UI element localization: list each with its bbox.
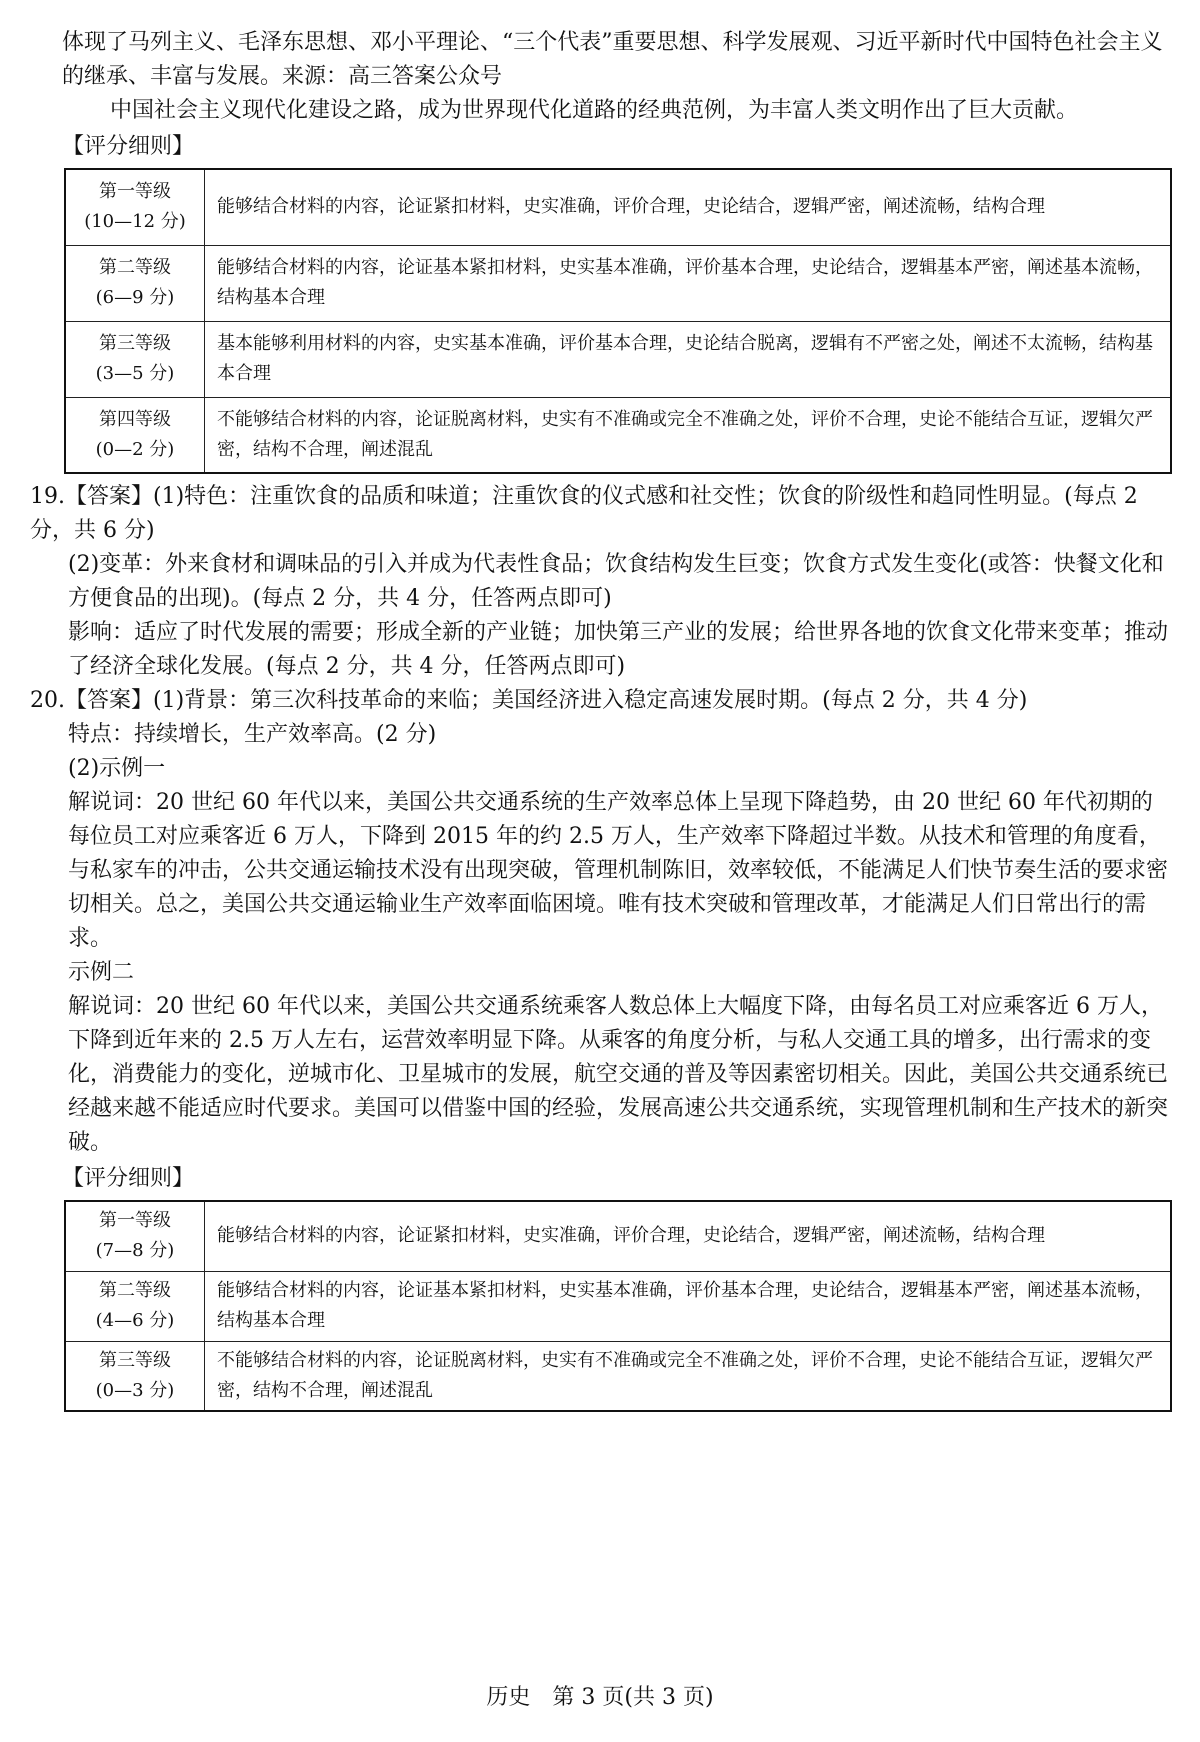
intro-paragraph-1: 体现了马列主义、毛泽东思想、邓小平理论、“三个代表”重要思想、科学发展观、习近平新时代中国特色社会主义的继承、丰富与发展。来源：高三答案公众号: [62, 30, 1163, 89]
q20-example-2-title: 示例二: [68, 960, 135, 985]
level-cell: [65, 169, 205, 245]
rubric-title-2: 【评分细则】: [62, 1166, 195, 1191]
level-description: 基本能够利用材料的内容，史实基本准确，评价基本合理，史论结合脱离，逻辑有不严密之处，阐述不太流畅，结构基本合理: [205, 321, 1172, 397]
level-name: 第一等级: [99, 1210, 171, 1232]
rubric-title-1: 【评分细则】: [62, 134, 195, 159]
q20-example-1-title: (2)示例一: [68, 756, 166, 781]
table-row: [65, 245, 1171, 321]
level-description: 不能够结合材料的内容，论证脱离材料，史实有不准确或完全不准确之处，评价不合理，史论不能结合互证，逻辑欠严密，结构不合理，阐述混乱: [205, 1341, 1172, 1411]
table-row: [65, 1271, 1171, 1341]
level-name: 第三等级: [99, 1349, 171, 1371]
level-description: 不能够结合材料的内容，论证脱离材料，史实有不准确或完全不准确之处，评价不合理，史论不能结合互证，逻辑欠严密，结构不合理，阐述混乱: [205, 397, 1172, 473]
level-range: (3—5 分): [95, 363, 175, 384]
q20-answer-2: 特点：持续增长，生产效率高。(2 分): [68, 722, 437, 747]
level-cell: [65, 397, 205, 473]
q20-example-2-text: 解说词：20 世纪 60 年代以来，美国公共交通系统乘客人数总体上大幅度下降，由每名员工对应乘客近 6 万人，下降到近年来的 2.5 万人左右，运营效率明显下降。从乘客的角度分析，与私人交通工具的增多，出行需求的变化，消费能力的变化，逆城市化、卫星城市的发展，航空交通的普及等因素密切相关。因此，美国公共交通系统已经越来越不能适应时代要求。美国可以借鉴中国的经验，发展高速公共交通系统，实现管理机制和生产技术的新突破。: [68, 994, 1169, 1155]
table-row: [65, 397, 1171, 473]
q20-example-1-text: 解说词：20 世纪 60 年代以来，美国公共交通系统的生产效率总体上呈现下降趋势，由 20 世纪 60 年代初期的每位员工对应乘客近 6 万人，下降到 2015 年的约 2.5 万人，生产效率下降超过半数。从技术和管理的角度看，与私家车的冲击，公共交通运输技术没有出现突破，管理机制陈旧，效率较低，不能满足人们快节奏生活的要求密切相关。总之，美国公共交通运输业生产效率面临困境。唯有技术突破和管理改革，才能满足人们日常出行的需求。: [68, 790, 1169, 951]
table-row: [65, 321, 1171, 397]
level-cell: [65, 1201, 205, 1271]
level-range: (10—12 分): [84, 211, 186, 233]
level-range: (7—8 分): [95, 1240, 175, 1262]
level-cell: [65, 245, 205, 321]
level-cell: [65, 321, 205, 397]
level-cell: [65, 1271, 205, 1341]
level-description: 能够结合材料的内容，论证基本紧扣材料，史实基本准确，评价基本合理，史论结合，逻辑基本严密，阐述基本流畅，结构基本合理: [205, 245, 1172, 321]
intro-paragraph-2: 中国社会主义现代化建设之路，成为世界现代化道路的经典范例，为丰富人类文明作出了巨大贡献。: [110, 98, 1079, 123]
level-name: 第二等级: [99, 257, 171, 278]
q19-answer-1: 19.【答案】(1)特色：注重饮食的品质和味道；注重饮食的仪式感和社交性；饮食的阶级性和趋同性明显。(每点 2 分，共 6 分): [30, 484, 1138, 543]
level-description: 能够结合材料的内容，论证紧扣材料，史实准确，评价合理，史论结合，逻辑严密，阐述流畅，结构合理: [205, 1201, 1172, 1271]
level-name: 第四等级: [99, 408, 171, 430]
level-range: (0—3 分): [95, 1379, 175, 1401]
table-row: [65, 169, 1171, 245]
q19-answer-2: (2)变革：外来食材和调味品的引入并成为代表性食品；饮食结构发生巨变；饮食方式发生变化(或答：快餐文化和方便食品的出现)。(每点 2 分，共 4 分，任答两点即可): [68, 552, 1164, 611]
level-range: (4—6 分): [95, 1310, 175, 1331]
q19-answer-3: 影响：适应了时代发展的需要；形成全新的产业链；加快第三产业的发展；给世界各地的饮食文化带来变革；推动了经济全球化发展。(每点 2 分，共 4 分，任答两点即可): [68, 620, 1169, 679]
level-name: 第一等级: [99, 181, 171, 203]
rubric-table-1: [64, 168, 1172, 474]
level-range: (6—9 分): [95, 287, 175, 308]
level-description: 能够结合材料的内容，论证基本紧扣材料，史实基本准确，评价基本合理，史论结合，逻辑基本严密，阐述基本流畅，结构基本合理: [205, 1271, 1172, 1341]
level-range: (0—2 分): [95, 438, 175, 460]
level-name: 第二等级: [99, 1280, 171, 1301]
table-row: [65, 1201, 1171, 1271]
page-footer: 历史 第 3 页(共 3 页): [486, 1685, 714, 1710]
q20-answer-1: 20.【答案】(1)背景：第三次科技革命的来临；美国经济进入稳定高速发展时期。(每点 2 分，共 4 分): [30, 688, 1028, 713]
page-content: [30, 26, 1174, 1418]
level-description: 能够结合材料的内容，论证紧扣材料，史实准确，评价合理，史论结合，逻辑严密，阐述流畅，结构合理: [205, 169, 1172, 245]
table-row: [65, 1341, 1171, 1411]
rubric-table-2: [64, 1200, 1172, 1412]
level-name: 第三等级: [99, 333, 171, 354]
level-cell: [65, 1341, 205, 1411]
